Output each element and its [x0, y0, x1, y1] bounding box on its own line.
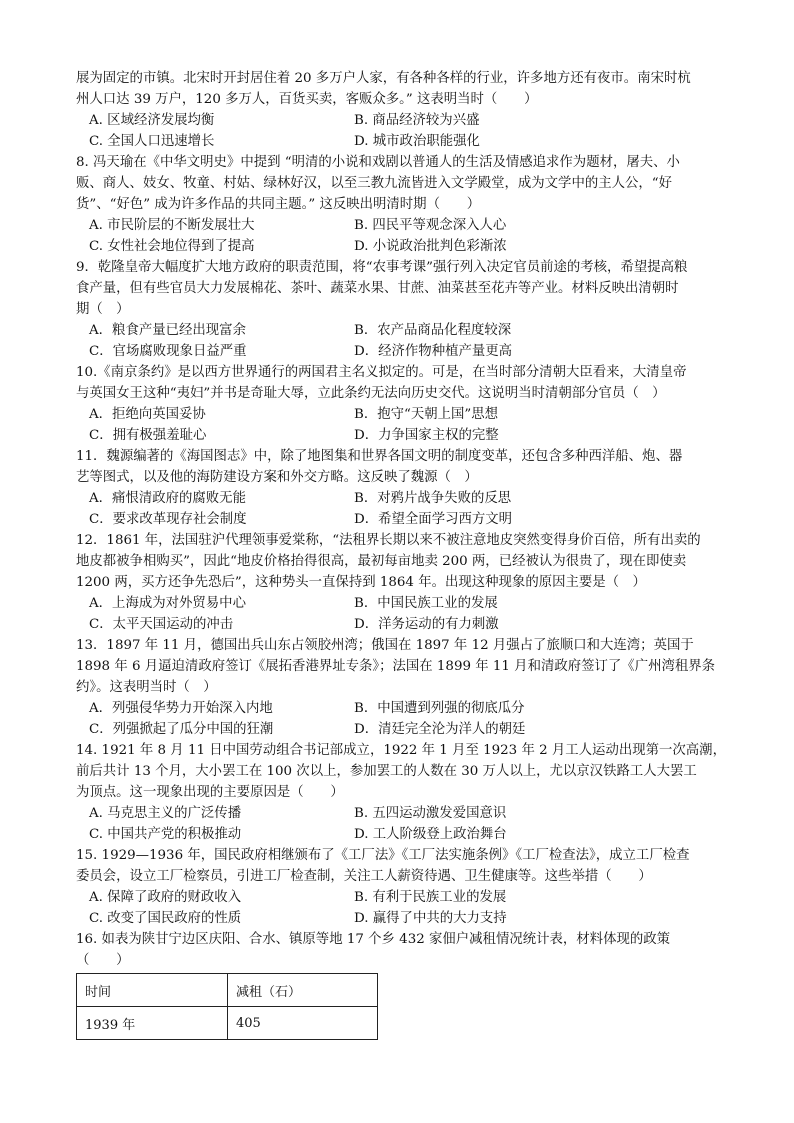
options-row: [76, 824, 726, 845]
question-block: [76, 362, 726, 446]
table-cell-rent: 405: [228, 1007, 378, 1040]
options-row: [76, 593, 726, 614]
rent-reduction-table: [76, 973, 378, 1040]
question-text-line: 前后共计 13 个月，大小罢工在 100 次以上，参加罢工的人数在 30 万人以上，尤以京汉铁路工人大罢工: [76, 764, 697, 779]
question-block: [76, 152, 726, 257]
question-text-line: （ ）: [76, 953, 130, 968]
question-text-line: 州人口达 39 万户，120 多万人，百货买卖，客贩众多。” 这表明当时（ ）: [76, 92, 538, 107]
answer-option: B. 五四运动激发爱国意识: [354, 806, 507, 821]
answer-option: B．中国民族工业的发展: [354, 596, 498, 611]
question-text-line: 委员会，设立工厂检察员，引进工厂检查制，关注工人薪资待遇、卫生健康等。这些举措（ ）: [76, 869, 652, 884]
options-row: [76, 509, 726, 530]
answer-option: A．痛恨清政府的腐败无能: [89, 491, 246, 506]
answer-option: C．太平天国运动的冲击: [89, 617, 234, 632]
answer-option: C．要求改革现存社会制度: [89, 512, 247, 527]
question-text-line: 15. 1929—1936 年，国民政府相继颁布了《工厂法》《工厂法实施条例》《工厂检查法》，成立工厂检查: [76, 848, 690, 863]
answer-option: A. 区域经济发展均衡: [89, 113, 215, 128]
question-block: [76, 635, 726, 740]
answer-option: B. 商品经济较为兴盛: [354, 113, 480, 128]
answer-option: D. 小说政治批判色彩渐浓: [354, 239, 507, 254]
answer-option: A. 市民阶层的不断发展壮大: [89, 218, 255, 233]
answer-option: A．拒绝向英国妥协: [89, 407, 206, 422]
question-text-line: 9．乾隆皇帝大幅度扩大地方政府的职责范围，将“农事考课”强行列入决定官员前途的考核，希望提高粮: [76, 260, 688, 275]
answer-option: C. 全国人口迅速增长: [89, 134, 215, 149]
question-text-line: 展为固定的市镇。北宋时开封居住着 20 多万户人家，有各种各样的行业，许多地方还有夜市。南宋时杭: [76, 71, 691, 86]
exam-page: [76, 68, 726, 1033]
question-text-line: 14. 1921 年 8 月 11 日中国劳动组合书记部成立，1922 年 1 月至 1923 年 2 月工人运动出现第一次高潮，: [76, 743, 726, 758]
question-block: [76, 257, 726, 362]
question-block: [76, 929, 726, 971]
answer-option: D. 赢得了中共的大力支持: [354, 911, 507, 926]
answer-option: D．希望全面学习西方文明: [354, 512, 513, 527]
question-text-line: 约》。这表明当时（ ）: [76, 680, 217, 695]
question-block: [76, 845, 726, 929]
options-row: [76, 236, 726, 257]
answer-option: A．上海成为对外贸易中心: [89, 596, 246, 611]
question-text-line: 为顶点。这一现象出现的主要原因是（ ）: [76, 785, 344, 800]
question-list: [76, 68, 726, 971]
options-row: [76, 719, 726, 740]
answer-option: A．列强侵华势力开始深入内地: [89, 701, 273, 716]
options-row: [76, 614, 726, 635]
question-text-line: 12．1861 年，法国驻沪代理领事爱棠称，“法租界长期以来不被注意地皮突然变得身价百倍，所有出卖的: [76, 533, 701, 548]
answer-option: B. 有利于民族工业的发展: [354, 890, 507, 905]
question-text-line: 1200 两，买方还争先恐后”，这种势头一直保持到 1864 年。出现这种现象的原因主要是（ ）: [76, 575, 646, 590]
question-text-line: 8. 冯天瑜在《中华文明史》中提到 “明清的小说和戏剧以普通人的生活及情感追求作为题材，屠夫、小: [76, 155, 680, 170]
answer-option: D. 工人阶级登上政治舞台: [354, 827, 507, 842]
options-row: [76, 425, 726, 446]
question-text-line: 与英国女王这种“夷妇”并书是奇耻大辱，立此条约无法向历史交代。这说明当时清朝部分官员（ ）: [76, 386, 666, 401]
options-row: [76, 803, 726, 824]
answer-option: C．官场腐败现象日益严重: [89, 344, 247, 359]
answer-option: B．农产品商品化程度较深: [354, 323, 512, 338]
answer-option: C．列强掀起了瓜分中国的狂潮: [89, 722, 274, 737]
answer-option: D．清廷完全沦为洋人的朝廷: [354, 722, 526, 737]
table-header-rent: 减租（石）: [228, 974, 378, 1007]
options-row: [76, 320, 726, 341]
answer-option: B．对鸦片战争失败的反思: [354, 491, 512, 506]
question-text-line: 16. 如表为陕甘宁边区庆阳、合水、镇原等地 17 个乡 432 家佃户减租情况统计表，材料体现的政策: [76, 932, 671, 947]
answer-option: C. 女性社会地位得到了提高: [89, 239, 255, 254]
question-block: [76, 68, 726, 152]
answer-option: D．力争国家主权的完整: [354, 428, 499, 443]
options-row: [76, 698, 726, 719]
table-cell-year: 1939 年: [77, 1007, 228, 1040]
answer-option: D．洋务运动的有力刺激: [354, 617, 499, 632]
question-block: [76, 530, 726, 635]
options-row: [76, 215, 726, 236]
question-text-line: 贩、商人、妓女、牧童、村姑、绿林好汉，以至三教九流皆进入文学殿堂，成为文学中的主人公，“好: [76, 176, 673, 191]
answer-option: D．经济作物种植产量更高: [354, 344, 513, 359]
answer-option: A．粮食产量已经出现富余: [89, 323, 246, 338]
question-text-line: 期（ ）: [76, 302, 130, 317]
question-text-line: 11．魏源编著的《海国图志》中，除了地图集和世界各国文明的制度变革，还包含多种西洋船、炮、器: [76, 449, 683, 464]
table-header-row: [77, 974, 378, 1007]
answer-option: C．拥有极强羞耻心: [89, 428, 207, 443]
answer-option: C. 改变了国民政府的性质: [89, 911, 242, 926]
answer-option: A. 马克思主义的广泛传播: [89, 806, 242, 821]
question-text-line: 货”、“好色” 成为许多作品的共同主题。” 这反映出明清时期（ ）: [76, 197, 481, 212]
table-header-time: 时间: [77, 974, 228, 1007]
table-row: [77, 1007, 378, 1040]
options-row: [76, 887, 726, 908]
options-row: [76, 110, 726, 131]
answer-option: B．中国遭到列强的彻底瓜分: [354, 701, 525, 716]
question-text-line: 1898 年 6 月逼迫清政府签订《展拓香港界址专条》；法国在 1899 年 11 月和清政府签订了《广州湾租界条: [76, 659, 716, 674]
question-block: [76, 446, 726, 530]
options-row: [76, 131, 726, 152]
answer-option: A. 保障了政府的财政收入: [89, 890, 242, 905]
question-text-line: 食产量，但有些官员大力发展棉花、茶叶、蔬菜水果、甘蔗、油菜甚至花卉等产业。材料反映出清朝时: [76, 281, 679, 296]
options-row: [76, 488, 726, 509]
options-row: [76, 404, 726, 425]
question-text-line: 地皮都被争相购买”，因此“地皮价格抬得很高，最初每亩地卖 200 两，已经被认为很贵了，现在即使卖: [76, 554, 687, 569]
answer-option: C. 中国共产党的积极推动: [89, 827, 242, 842]
options-row: [76, 908, 726, 929]
question-block: [76, 740, 726, 845]
answer-option: B. 四民平等观念深入人心: [354, 218, 507, 233]
answer-option: B．抱守“天朝上国”思想: [354, 407, 499, 422]
question-text-line: 10.《南京条约》是以西方世界通行的两国君主名义拟定的。可是，在当时部分清朝大臣看来，大清皇帝: [76, 365, 687, 380]
question-text-line: 13．1897 年 11 月，德国出兵山东占领胶州湾；俄国在 1897 年 12 月强占了旅顺口和大连湾；英国于: [76, 638, 694, 653]
options-row: [76, 341, 726, 362]
question-text-line: 艺等图式，以及他的海防建设方案和外交方略。这反映了魏源（ ）: [76, 470, 478, 485]
answer-option: D. 城市政治职能强化: [354, 134, 480, 149]
